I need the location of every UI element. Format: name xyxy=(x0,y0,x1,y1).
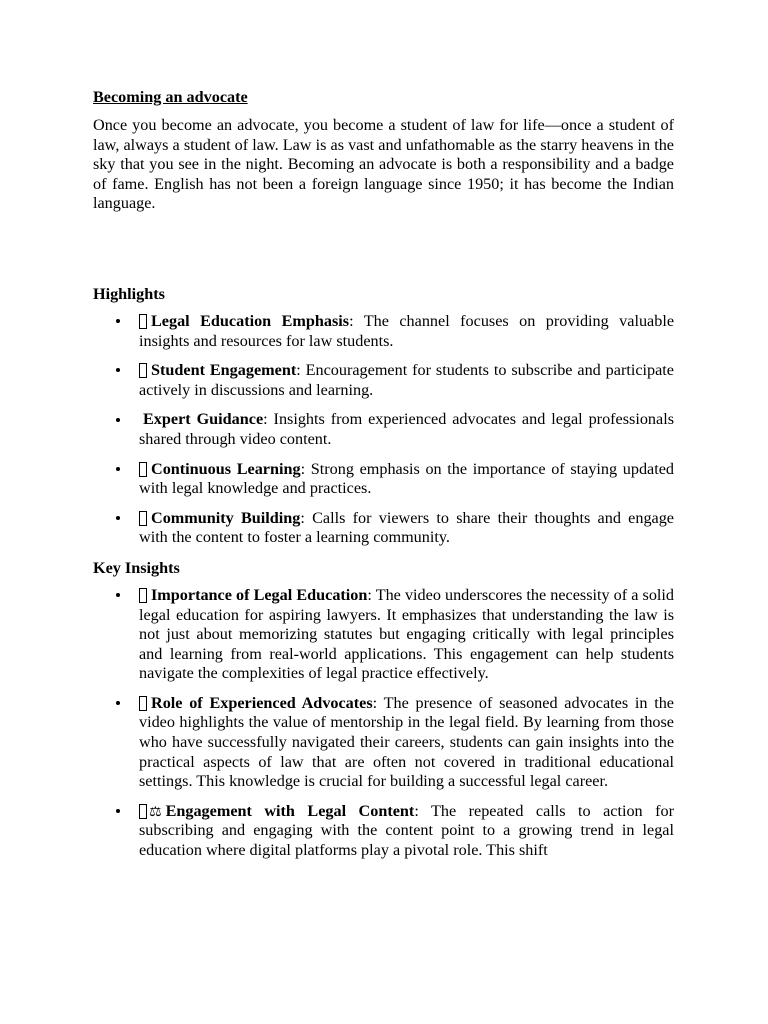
bullet-icon xyxy=(114,460,122,480)
list-item xyxy=(93,410,674,449)
highlights-heading: Highlights xyxy=(93,284,165,303)
item-text: : Encouragement for students to subscribe and participate actively in discussions and learning. xyxy=(139,361,674,399)
list-item xyxy=(93,361,674,400)
intro-paragraph: Once you become an advocate, you become a student of law for life—once a student of law, always a student of law. Law is as vast and unfathomable as the starry heavens in the sky that you see in the night. Becoming an advocate is both a responsibility and a badge of fame. English has not been a foreign language since 1950; it has become the Indian language. xyxy=(93,116,674,213)
missing-glyph-box-icon xyxy=(139,588,147,603)
missing-glyph-box-icon xyxy=(139,804,147,819)
item-term: Community Building xyxy=(151,508,301,527)
item-text: : The video underscores the necessity of a solid legal education for aspiring lawyers. It emphasizes that understanding the law is not just about memorizing statutes but engaging critically with legal principles and learning from real-world applications. This engagement can help students navigate the complexities of legal practice effectively. xyxy=(139,585,674,683)
item-term: Expert Guidance xyxy=(143,410,264,429)
missing-glyph-box-icon xyxy=(139,696,147,711)
list-item xyxy=(93,694,674,792)
missing-glyph-box-icon xyxy=(139,462,147,477)
scales-icon: ⚖ xyxy=(149,803,162,820)
item-term: Importance of Legal Education xyxy=(151,585,368,604)
list-item xyxy=(93,509,674,548)
item-text: : The repeated calls to action for subscribing and engaging with the content point to a growing trend in legal education where digital platforms play a pivotal role. This shift xyxy=(139,801,674,860)
document-page xyxy=(93,87,674,861)
item-term: Continuous Learning xyxy=(151,459,301,478)
item-term: Role of Experienced Advocates xyxy=(151,693,373,712)
document-title: Becoming an advocate xyxy=(93,88,248,106)
missing-glyph-box-icon xyxy=(139,363,147,378)
item-text: : Insights from experienced advocates and legal professionals shared through video content. xyxy=(139,410,675,448)
list-item xyxy=(93,460,674,499)
list-item xyxy=(93,312,674,351)
missing-glyph-box-icon xyxy=(139,314,147,329)
bullet-icon xyxy=(114,586,122,606)
bullet-icon xyxy=(114,361,122,381)
bullet-icon xyxy=(114,802,122,822)
key-insights-list xyxy=(93,586,674,861)
missing-glyph-box-icon xyxy=(139,511,147,526)
highlights-list xyxy=(93,312,674,548)
bullet-icon xyxy=(114,312,122,332)
item-text: : The channel focuses on providing valuable insights and resources for law students. xyxy=(139,311,674,350)
key-insights-heading: Key Insights xyxy=(93,558,180,577)
item-term: Engagement with Legal Content xyxy=(165,801,415,820)
bullet-icon xyxy=(114,509,122,529)
item-text: : Strong emphasis on the importance of staying updated with legal knowledge and practices. xyxy=(139,459,674,498)
item-term: Legal Education Emphasis xyxy=(151,311,350,330)
item-text: : The presence of seasoned advocates in the video highlights the value of mentorship in the legal field. By learning from those who have successfully navigated their careers, students can gain insights into the practical aspects of law that are often not covered in traditional educational settings. This knowledge is crucial for building a successful legal career. xyxy=(139,693,674,791)
list-item xyxy=(93,586,674,684)
item-term: Student Engagement xyxy=(151,361,297,380)
list-item xyxy=(93,802,674,861)
item-text: : Calls for viewers to share their thoughts and engage with the content to foster a learning community. xyxy=(139,508,674,547)
bullet-icon xyxy=(114,694,122,714)
bullet-icon xyxy=(114,410,122,430)
